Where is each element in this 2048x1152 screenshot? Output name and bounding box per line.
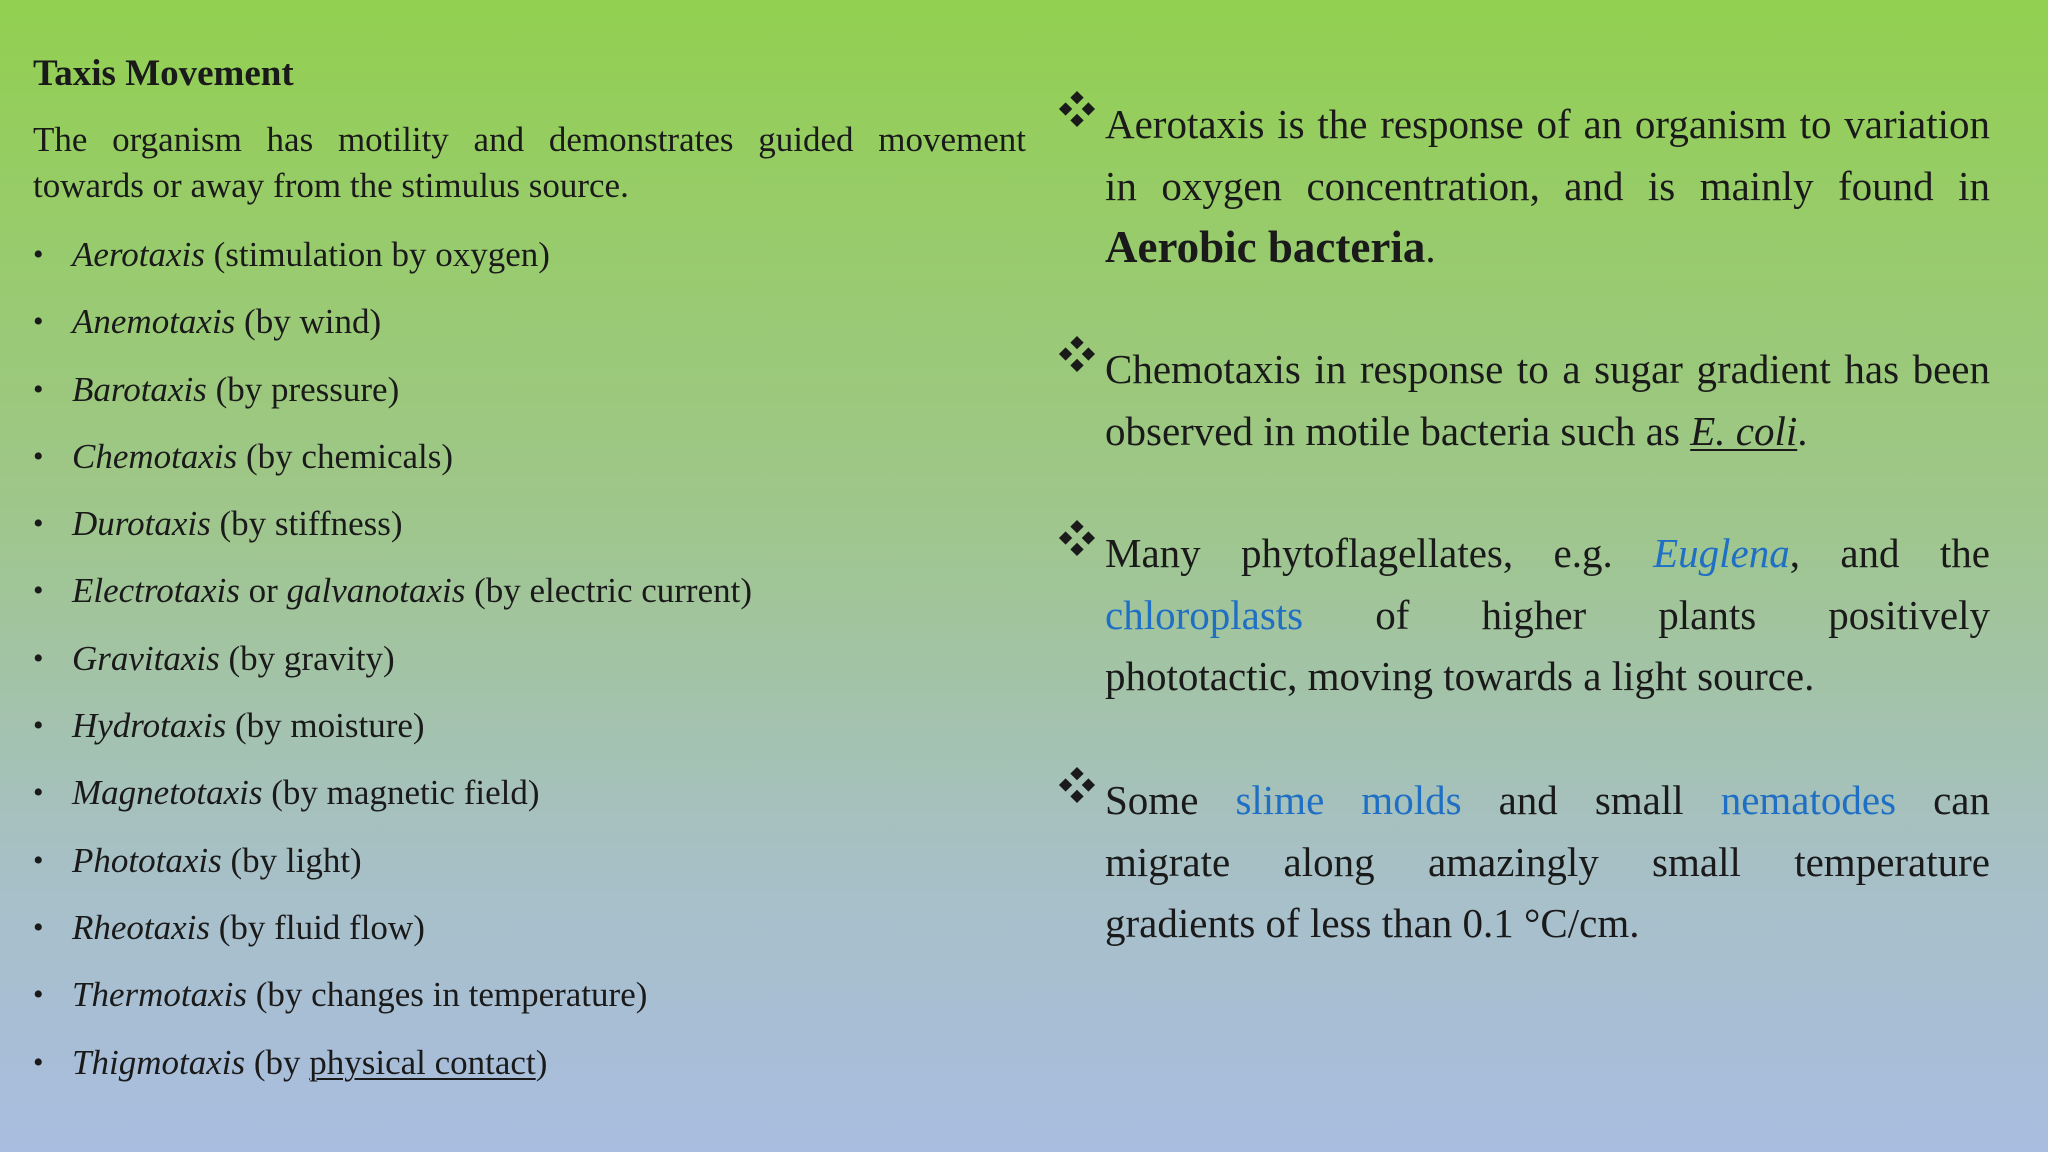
- taxis-desc: (by: [245, 1042, 310, 1082]
- bullet-icon: •: [33, 641, 44, 675]
- bullet-icon: •: [33, 776, 44, 810]
- bullet-icon: •: [33, 574, 44, 608]
- taxis-desc: (by changes in temperature): [247, 975, 648, 1015]
- taxis-desc: (by gravity): [219, 638, 395, 678]
- taxis-term: Anemotaxis: [72, 302, 236, 342]
- phototaxis-text-a: Many phytoflagellates, e.g.: [1105, 530, 1654, 576]
- thermotaxis-text-a: Some: [1105, 777, 1236, 823]
- phototaxis-paragraph: [1105, 523, 1990, 708]
- bullet-icon: •: [33, 1045, 44, 1079]
- bullet-icon: •: [33, 978, 44, 1012]
- thermotaxis-text-b: and small: [1461, 777, 1721, 823]
- list-item: [33, 970, 752, 1037]
- chloroplasts-link[interactable]: chloroplasts: [1105, 591, 1304, 638]
- taxis-term: Rheotaxis: [72, 907, 211, 947]
- point-aerotaxis: [1058, 94, 1990, 280]
- bullet-icon: •: [33, 238, 44, 271]
- slide-title: Taxis Movement: [33, 53, 294, 94]
- aerotaxis-text: Aerotaxis is the response of an organism to variation in oxygen concentration, and is mainly found in: [1105, 101, 1990, 209]
- phototaxis-text-c: of higher plants positively: [1303, 591, 1990, 638]
- aerotaxis-end: .: [1425, 225, 1436, 271]
- taxis-term: Chemotaxis: [72, 436, 238, 476]
- ecoli-link[interactable]: E. coli: [1690, 407, 1798, 454]
- taxis-term: Magnetotaxis: [72, 773, 263, 813]
- bullet-icon: •: [33, 507, 44, 541]
- taxis-term: Thigmotaxis: [72, 1042, 246, 1082]
- taxis-desc: (by pressure): [206, 369, 400, 409]
- taxis-term-alt: galvanotaxis: [286, 571, 466, 611]
- list-item: [33, 768, 752, 835]
- four-diamond-icon: [1058, 766, 1096, 804]
- point-thermotaxis: [1058, 770, 1990, 955]
- four-diamond-icon: [1058, 335, 1096, 373]
- taxis-list: [33, 230, 752, 1105]
- taxis-connector: or: [239, 571, 287, 611]
- phototaxis-text-b: , and the: [1789, 530, 1990, 576]
- list-item: [33, 297, 752, 364]
- taxis-term: Aerotaxis: [72, 235, 205, 274]
- list-item: [33, 903, 752, 970]
- taxis-term: Barotaxis: [72, 369, 207, 409]
- bullet-icon: •: [33, 305, 44, 339]
- phototaxis-line-3: phototactic, moving towards a light source.: [1105, 653, 1815, 699]
- four-diamond-icon: [1058, 90, 1096, 128]
- aerotaxis-paragraph: [1105, 94, 1990, 280]
- taxis-desc: (by moisture): [226, 706, 425, 746]
- list-item: [33, 634, 752, 701]
- list-item: [33, 836, 752, 903]
- thermotaxis-text-c: can: [1896, 777, 1990, 823]
- chemotaxis-end: .: [1797, 407, 1808, 454]
- point-chemotaxis: [1058, 339, 1990, 462]
- taxis-term: Hydrotaxis: [72, 706, 227, 746]
- taxis-term: Phototaxis: [72, 840, 222, 880]
- taxis-desc: (by light): [221, 840, 362, 880]
- taxis-term: Gravitaxis: [72, 638, 220, 678]
- point-phototaxis: [1058, 523, 1990, 708]
- taxis-desc: (by stiffness): [210, 504, 403, 544]
- list-item: [33, 432, 752, 499]
- thermotaxis-paragraph: [1105, 770, 1990, 955]
- slime-molds-link[interactable]: slime molds: [1235, 777, 1462, 823]
- nematodes-link[interactable]: nematodes: [1720, 777, 1897, 823]
- list-item: [33, 1038, 752, 1105]
- taxis-desc: (by electric current): [465, 571, 752, 611]
- list-item: [33, 230, 752, 297]
- taxis-term: Durotaxis: [72, 504, 211, 544]
- chemotaxis-paragraph: [1105, 339, 1990, 462]
- phototaxis-line-2: [1105, 585, 1990, 647]
- taxis-desc: (stimulation by oxygen): [204, 235, 550, 274]
- taxis-desc: (by chemicals): [237, 436, 454, 476]
- taxis-desc-end: ): [535, 1042, 548, 1082]
- bullet-icon: •: [33, 910, 44, 944]
- taxis-desc: (by wind): [235, 302, 382, 342]
- taxis-term: Thermotaxis: [72, 975, 247, 1015]
- bullet-icon: •: [33, 843, 44, 877]
- thermotaxis-line-3: gradients of less than 0.1 °C/cm.: [1105, 900, 1640, 946]
- bullet-icon: •: [33, 439, 44, 473]
- euglena-link[interactable]: Euglena: [1653, 530, 1790, 576]
- taxis-desc: (by magnetic field): [262, 773, 540, 813]
- physical-contact-link[interactable]: physical contact: [309, 1042, 536, 1082]
- list-item: [33, 566, 752, 633]
- list-item: [33, 365, 752, 432]
- thermotaxis-line-1: [1105, 770, 1990, 832]
- list-item: [33, 701, 752, 768]
- bullet-icon: •: [33, 372, 44, 406]
- intro-paragraph: The organism has motility and demonstrates guided movement towards or away from the stimulus source.: [33, 120, 1026, 205]
- taxis-term: Electrotaxis: [72, 571, 240, 611]
- list-item: [33, 499, 752, 566]
- bullet-icon: •: [33, 709, 44, 743]
- taxis-desc: (by fluid flow): [210, 907, 425, 947]
- phototaxis-line-1: [1105, 523, 1990, 585]
- four-diamond-icon: [1058, 519, 1096, 557]
- thermotaxis-line-2: migrate along amazingly small temperature: [1105, 838, 1990, 885]
- aerobic-bacteria-bold: Aerobic bacteria: [1105, 222, 1426, 272]
- chemotaxis-text: Chemotaxis in response to a sugar gradient has been observed in motile bacteria such as: [1105, 346, 1990, 454]
